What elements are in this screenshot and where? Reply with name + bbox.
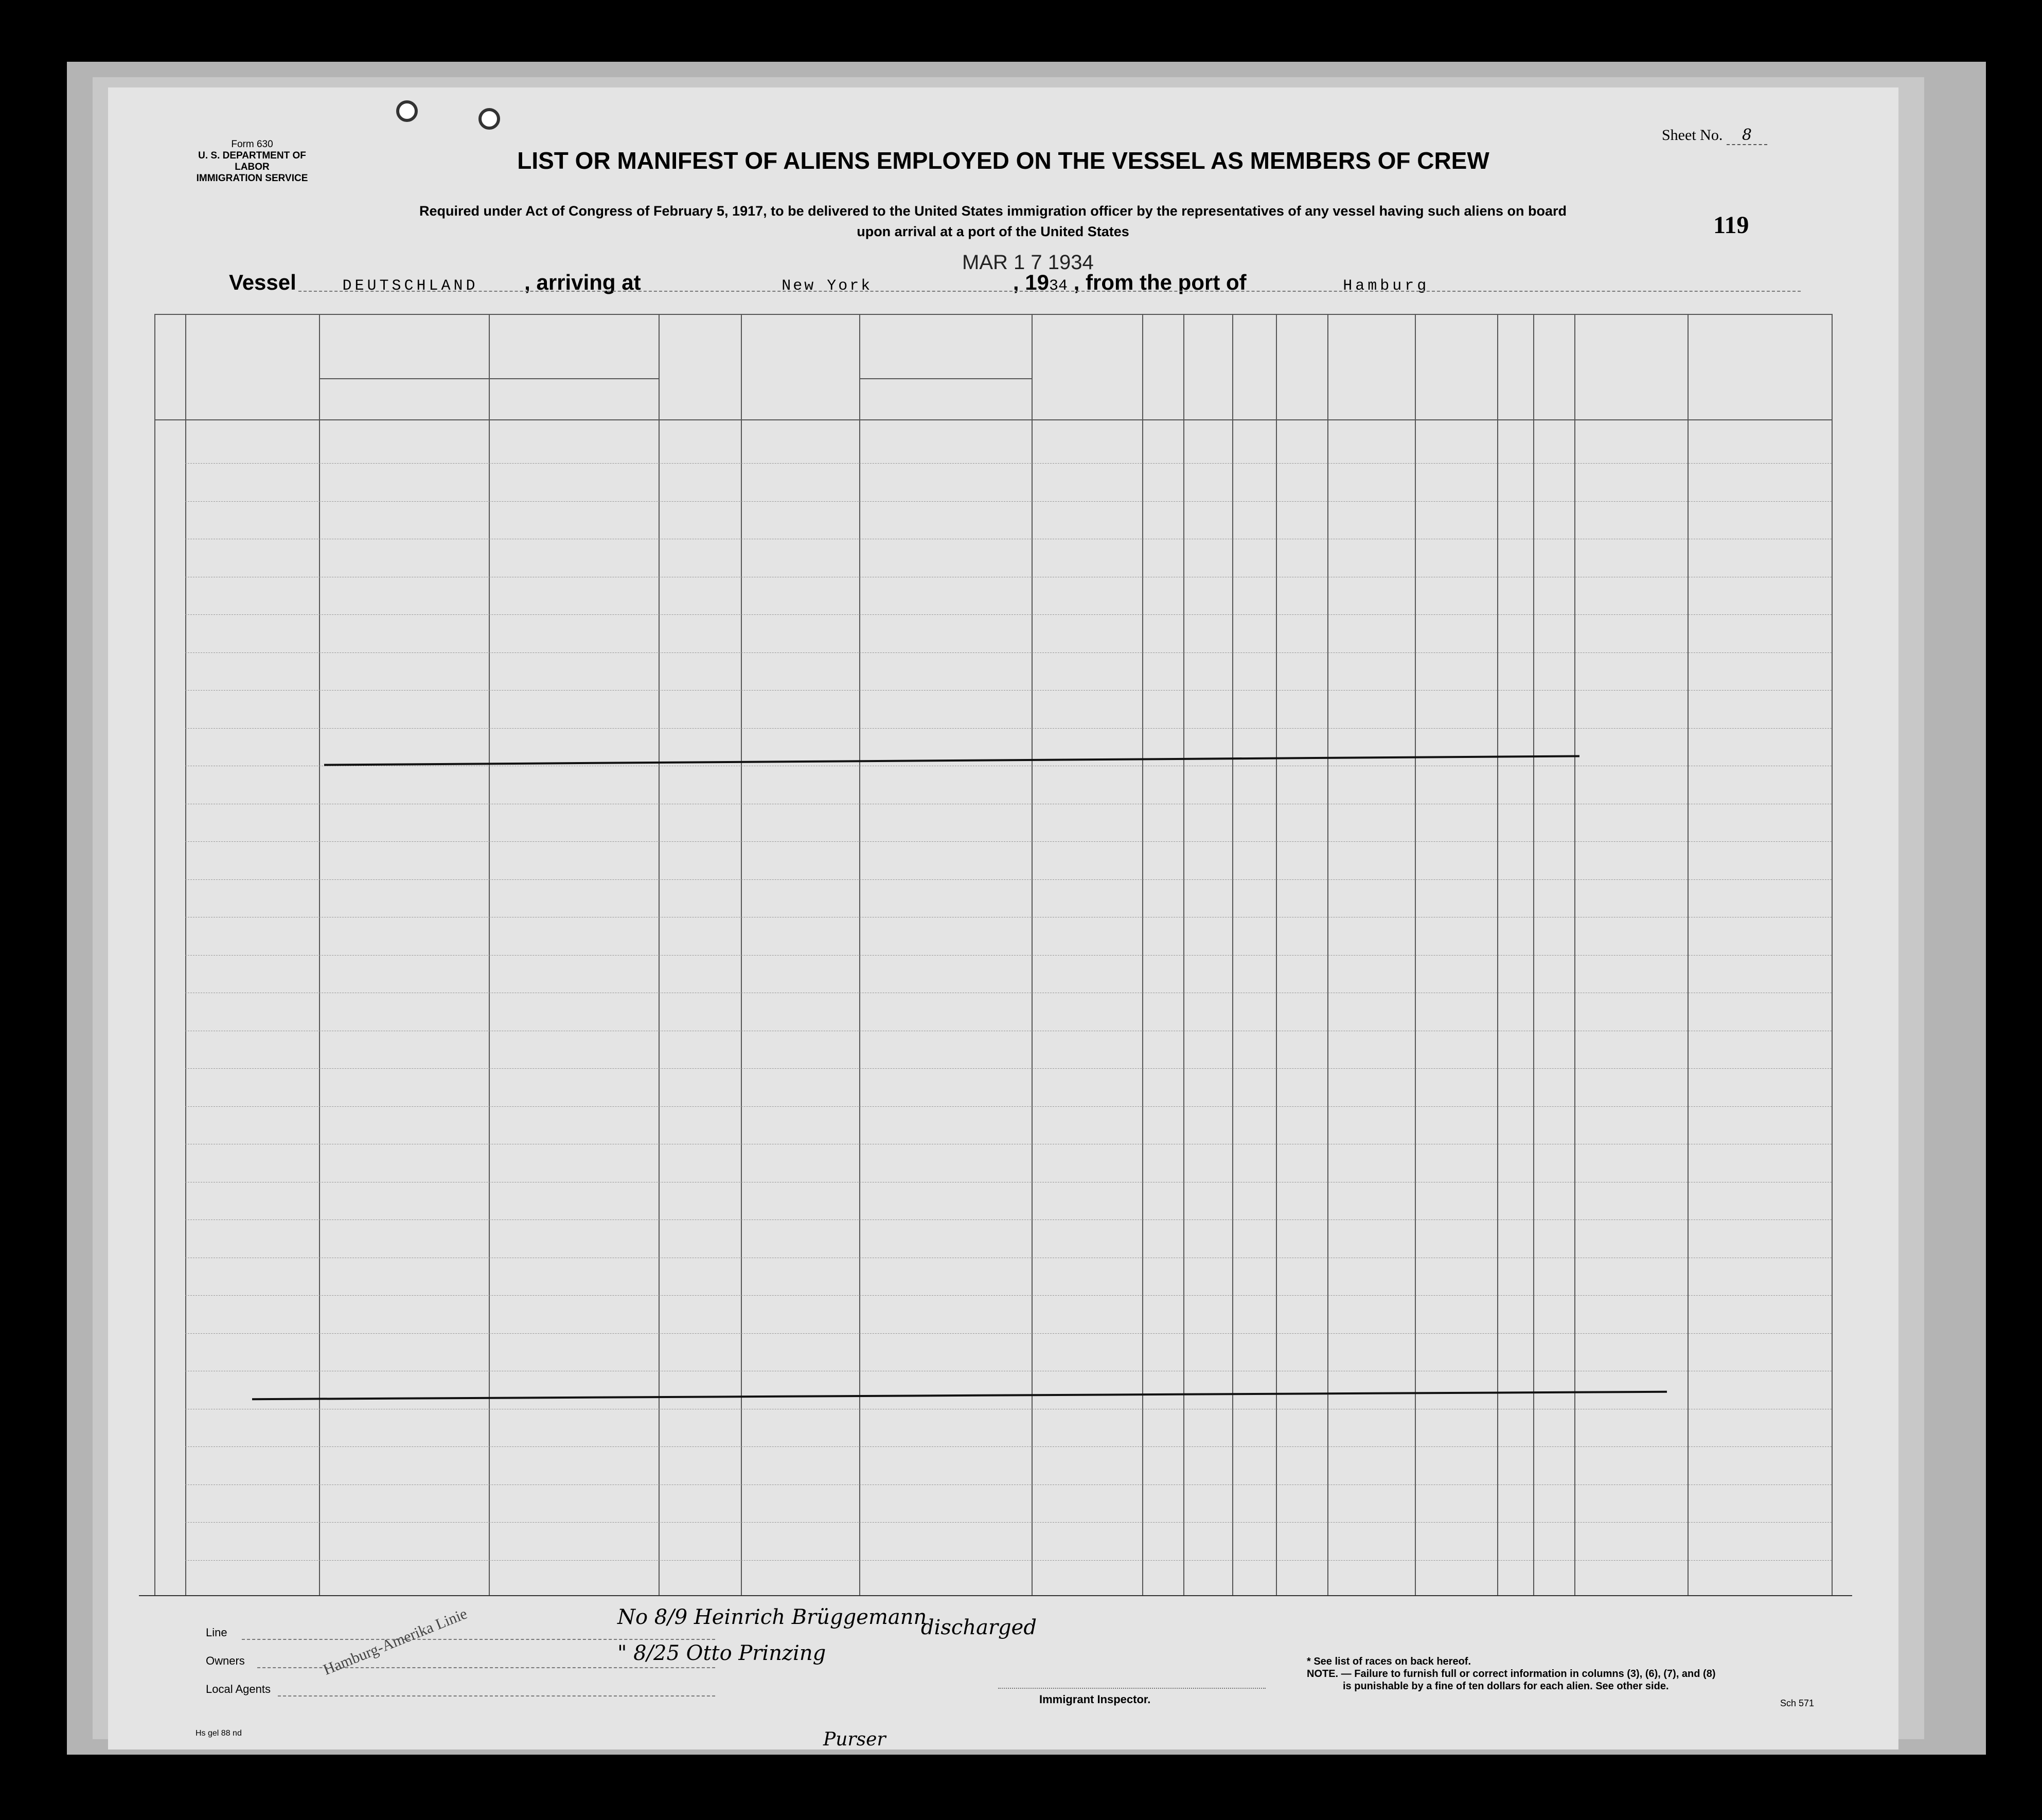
manifest-page (108, 87, 1898, 1750)
table-column-rule (154, 314, 155, 1595)
owners-label: Owners (206, 1654, 245, 1667)
row-rule (185, 1068, 1832, 1069)
page-number: 119 (1713, 211, 1749, 239)
year-value: 34 (1049, 277, 1068, 295)
row-rule (185, 841, 1832, 842)
printer-mark: Hs gel 88 nd (196, 1729, 242, 1738)
sheet-no-value: 8 (1727, 126, 1767, 145)
from-port: Hamburg (1343, 277, 1430, 295)
row-rule (185, 1446, 1832, 1447)
row-rule (185, 955, 1832, 956)
form-number: Form 630 (231, 139, 273, 150)
row-rule (185, 690, 1832, 691)
sheet-number (1662, 126, 1767, 144)
row-rule (185, 728, 1832, 729)
date-stamp: MAR 1 7 1934 (962, 251, 1094, 274)
note-text-1: NOTE. — Failure to furnish full or correct information in columns (3), (6), (7), and (8) (1307, 1668, 1716, 1680)
punch-hole-icon (478, 108, 500, 130)
agents-label: Local Agents (206, 1683, 271, 1695)
page-title: LIST OR MANIFEST OF ALIENS EMPLOYED ON THE VESSEL AS MEMBERS OF CREW (517, 147, 1489, 174)
strike-line (324, 755, 1579, 766)
table-top-rule (154, 314, 1832, 315)
row-rule (185, 1560, 1832, 1561)
schedule-number: Sch 571 (1780, 1698, 1815, 1708)
footer-divider (139, 1595, 1852, 1596)
vessel-name: DEUTSCHLAND (342, 277, 478, 295)
line-underline (242, 1639, 715, 1640)
note-line-2: " 8/25 Otto Prinzing (617, 1641, 826, 1665)
note-line-1: No 8/9 Heinrich Brüggemann (617, 1605, 927, 1629)
note-discharged: discharged (921, 1616, 1037, 1639)
arriving-label: , arriving at (524, 270, 641, 294)
vessel-label: Vessel (229, 270, 296, 294)
row-rule (185, 614, 1832, 615)
department: U. S. DEPARTMENT OF LABOR (198, 150, 306, 172)
inspector-underline (998, 1688, 1266, 1689)
race-note: * See list of races on back hereof. (1307, 1656, 1471, 1667)
row-rule (185, 1333, 1832, 1334)
service: IMMIGRATION SERVICE (196, 173, 308, 184)
row-rule (185, 1106, 1832, 1107)
page-subtitle (324, 201, 1662, 242)
line-label: Line (206, 1626, 227, 1639)
agents-underline (278, 1695, 715, 1697)
purser-label: Purser (823, 1729, 886, 1750)
vessel-underline (298, 291, 1801, 292)
shipped-subheader-rule (859, 378, 1032, 379)
table-column-rule (1832, 314, 1833, 1595)
inspector-label: Immigrant Inspector. (1039, 1693, 1151, 1706)
subtitle-line-2: upon arrival at a port of the United States (857, 224, 1129, 239)
subtitle-line-1: Required under Act of Congress of February 5, 1917, to be delivered to the United States immigration officer by the representatives of any vessel having such aliens on board (419, 203, 1567, 219)
line-stamp: Hamburg-Amerika Linie (321, 1605, 470, 1678)
year-label: , 19 (1013, 270, 1049, 294)
name-split-rule (489, 378, 490, 419)
row-rule (185, 879, 1832, 880)
row-rule (185, 652, 1832, 653)
arriving-port: New York (782, 277, 873, 295)
note-text-2: is punishable by a fine of ten dollars for each alien. See other side. (1343, 1681, 1669, 1692)
from-label: , from the port of (1073, 270, 1247, 294)
punch-hole-icon (396, 100, 418, 122)
table-header-rule (154, 419, 1832, 420)
strike-line (252, 1391, 1667, 1400)
sheet-label: Sheet No. (1662, 127, 1723, 144)
row-rule (185, 1522, 1832, 1523)
row-rule (185, 463, 1832, 464)
row-rule (185, 501, 1832, 502)
row-rule (185, 1295, 1832, 1296)
